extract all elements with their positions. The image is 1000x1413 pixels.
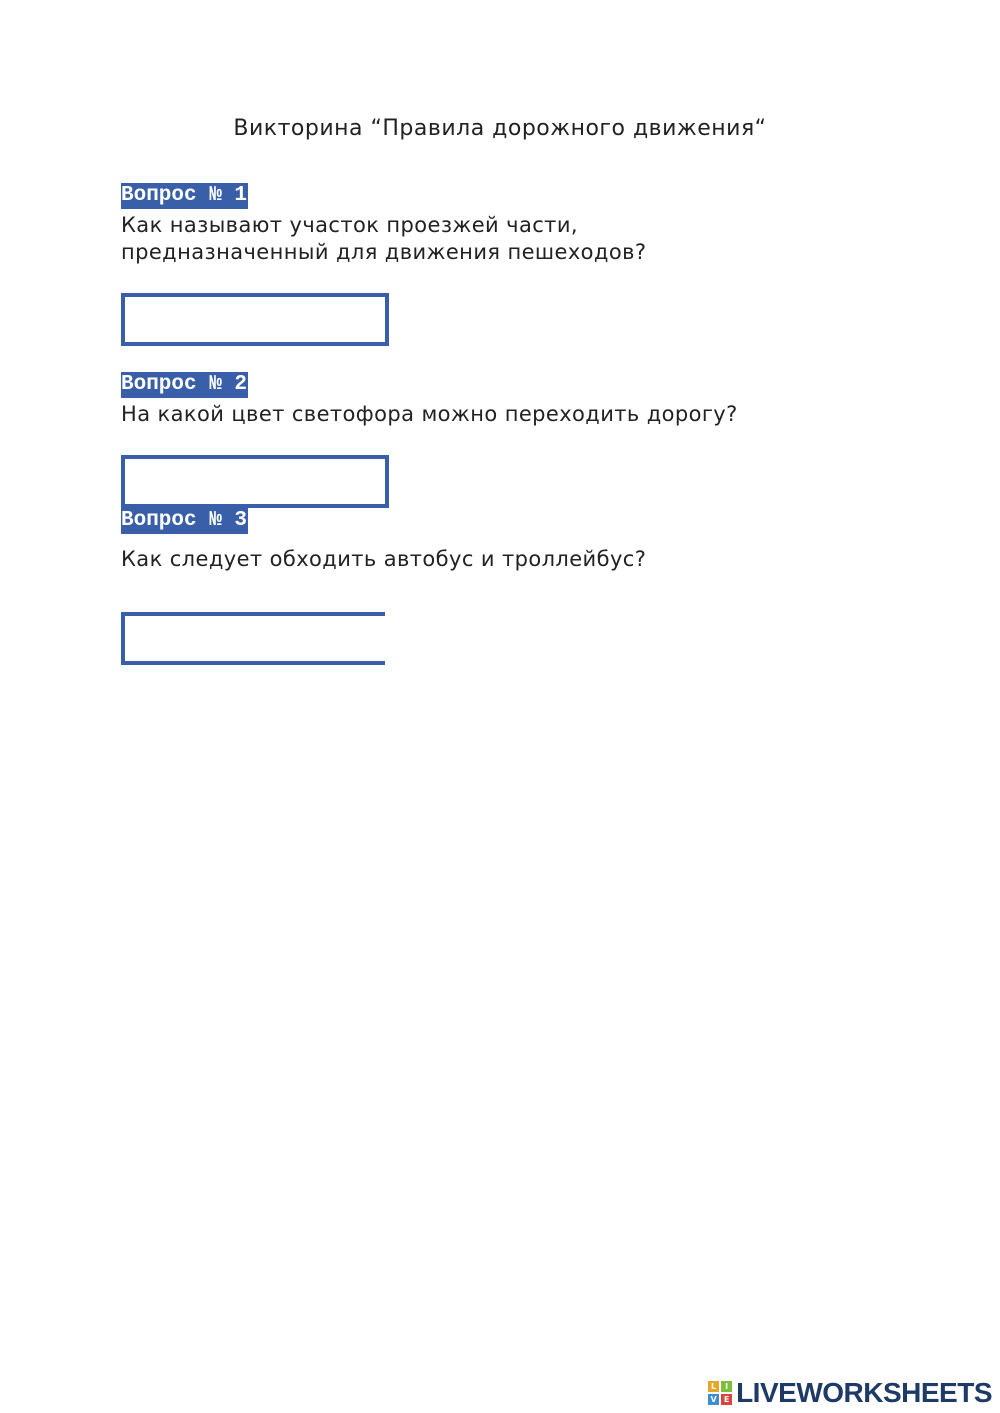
question-1-label: Вопрос № 1 [121,184,248,207]
liveworksheets-logo [708,1378,992,1408]
answer-1-input[interactable] [121,293,389,346]
logo-block: L [708,1381,719,1392]
question-1-text: Как называют участок проезжей части, предназначенный для движения пешеходов? [121,213,647,264]
logo-block: I [721,1381,732,1392]
question-3-label: Вопрос № 3 [121,509,248,532]
logo-text: LIVEWORKSHEETS [736,1377,992,1408]
worksheet-title: Викторина “Правила дорожного движения“ [233,116,767,141]
answer-3-input[interactable] [121,612,385,665]
logo-block: E [721,1394,732,1405]
question-3-text: Как следует обходить автобус и троллейбус? [121,547,647,571]
logo-block: V [708,1394,719,1405]
question-2-label: Вопрос № 2 [121,373,248,396]
logo-blocks-icon [708,1381,732,1405]
question-2-text: На какой цвет светофора можно переходить дорогу? [121,402,738,426]
answer-2-input[interactable] [121,455,389,508]
